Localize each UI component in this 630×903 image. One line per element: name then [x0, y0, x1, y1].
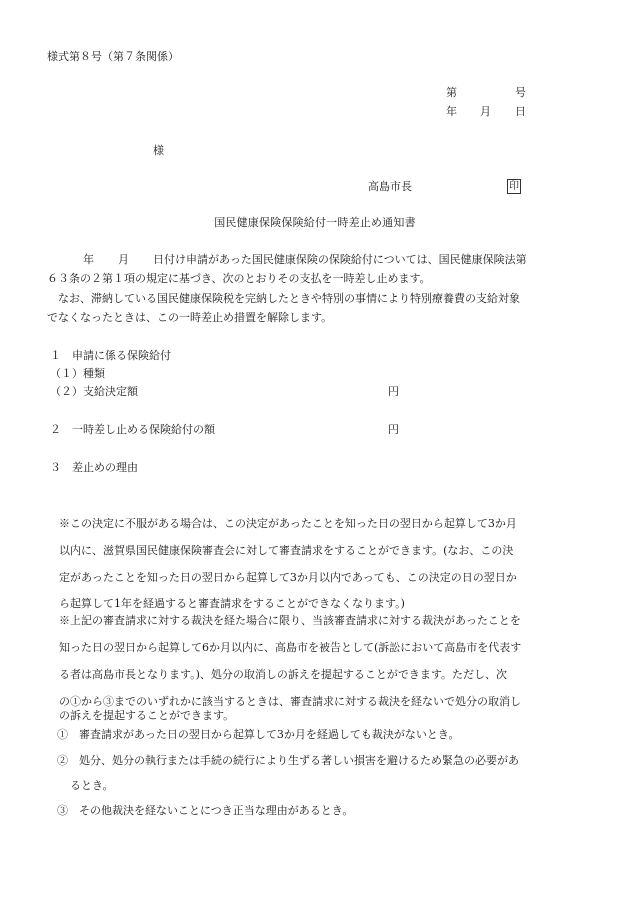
date-month-label: 月: [480, 105, 491, 118]
addressee-suffix: 様: [153, 144, 164, 157]
intro-line-4: でなくなったときは、この一時差止め措置を解除します。: [47, 311, 333, 324]
condition-1: ① 審査請求があった日の翌日から起算して3か月を経過しても裁決がないとき。: [57, 728, 460, 741]
date-year-label: 年: [446, 105, 457, 118]
item-1-amount-unit: 円: [388, 385, 399, 398]
condition-3: ③ その他裁決を経ないことにつき正当な理由があるとき。: [57, 804, 354, 817]
intro-line-3: なお、滞納している国民健康保険税を完納したときや特別の事情により特別療養費の支給対象: [47, 292, 520, 305]
note-2-line-2: 知った日の翌日から起算して6か月以内に、高島市を被告として(訴訟において高島市を代表す: [59, 641, 522, 654]
note-2-line-3: る者は高島市長となります。)、処分の取消しの訴えを提起することができます。ただし、次: [59, 668, 508, 681]
doc-number-prefix: 第: [446, 86, 457, 99]
item-1-amount: （２）支給決定額: [50, 385, 138, 398]
note-2-line-4: の①から③までのいずれかに該当するときは、審査請求に対する裁決を経ないで処分の取消し: [59, 695, 521, 708]
document-title: 国民健康保険保険給付一時差止め通知書: [214, 216, 416, 229]
note-1-line-1: ※この決定に不服がある場合は、この決定があったことを知った日の翌日から起算して3か月: [59, 517, 517, 530]
intro-line-1: 日付け申請があった国民健康保険の保険給付については、国民健康保険法第: [153, 253, 527, 266]
date-day-label: 日: [515, 105, 526, 118]
condition-2-line-1: ② 処分、処分の執行または手続の続行により生ずる著しい損害を避けるため緊急の必要があ: [57, 754, 519, 767]
note-1-line-3: 定があったことを知った日の翌日から起算して3か月以内であっても、この決定の日の翌日か: [59, 571, 517, 584]
doc-number-suffix: 号: [515, 86, 526, 99]
issuer-name: 高島市長: [368, 180, 412, 193]
form-number: 様式第８号（第７条関係）: [47, 50, 179, 63]
item-2-unit: 円: [388, 423, 399, 436]
note-1-line-4: ら起算して1年を経過すると審査請求をすることができなくなります。): [59, 597, 405, 610]
note-1-line-2: 以内に、滋賀県国民健康保険審査会に対して審査請求をすることができます。(なお、この決: [59, 544, 514, 557]
seal-stamp-icon: 印: [509, 181, 519, 192]
condition-2-line-2: るとき。: [70, 779, 114, 792]
intro-line-2: ６３条の２第１項の規定に基づき、次のとおりその支払を一時差し止めます。: [47, 272, 431, 285]
item-3-heading: ３ 差止めの理由: [50, 461, 138, 474]
item-1-heading: １ 申請に係る保険給付: [50, 349, 171, 362]
note-2-line-1: ※上記の審査請求に対する裁決を経た場合に限り、当該審査請求に対する裁決があったことを: [59, 614, 521, 627]
intro-month: 月: [118, 253, 129, 266]
item-1-type: （１）種類: [50, 367, 105, 380]
intro-year: 年: [83, 253, 94, 266]
note-2-line-5: の訴えを提起することができます。: [59, 709, 235, 722]
item-2-heading: ２ 一時差し止める保険給付の額: [50, 423, 215, 436]
